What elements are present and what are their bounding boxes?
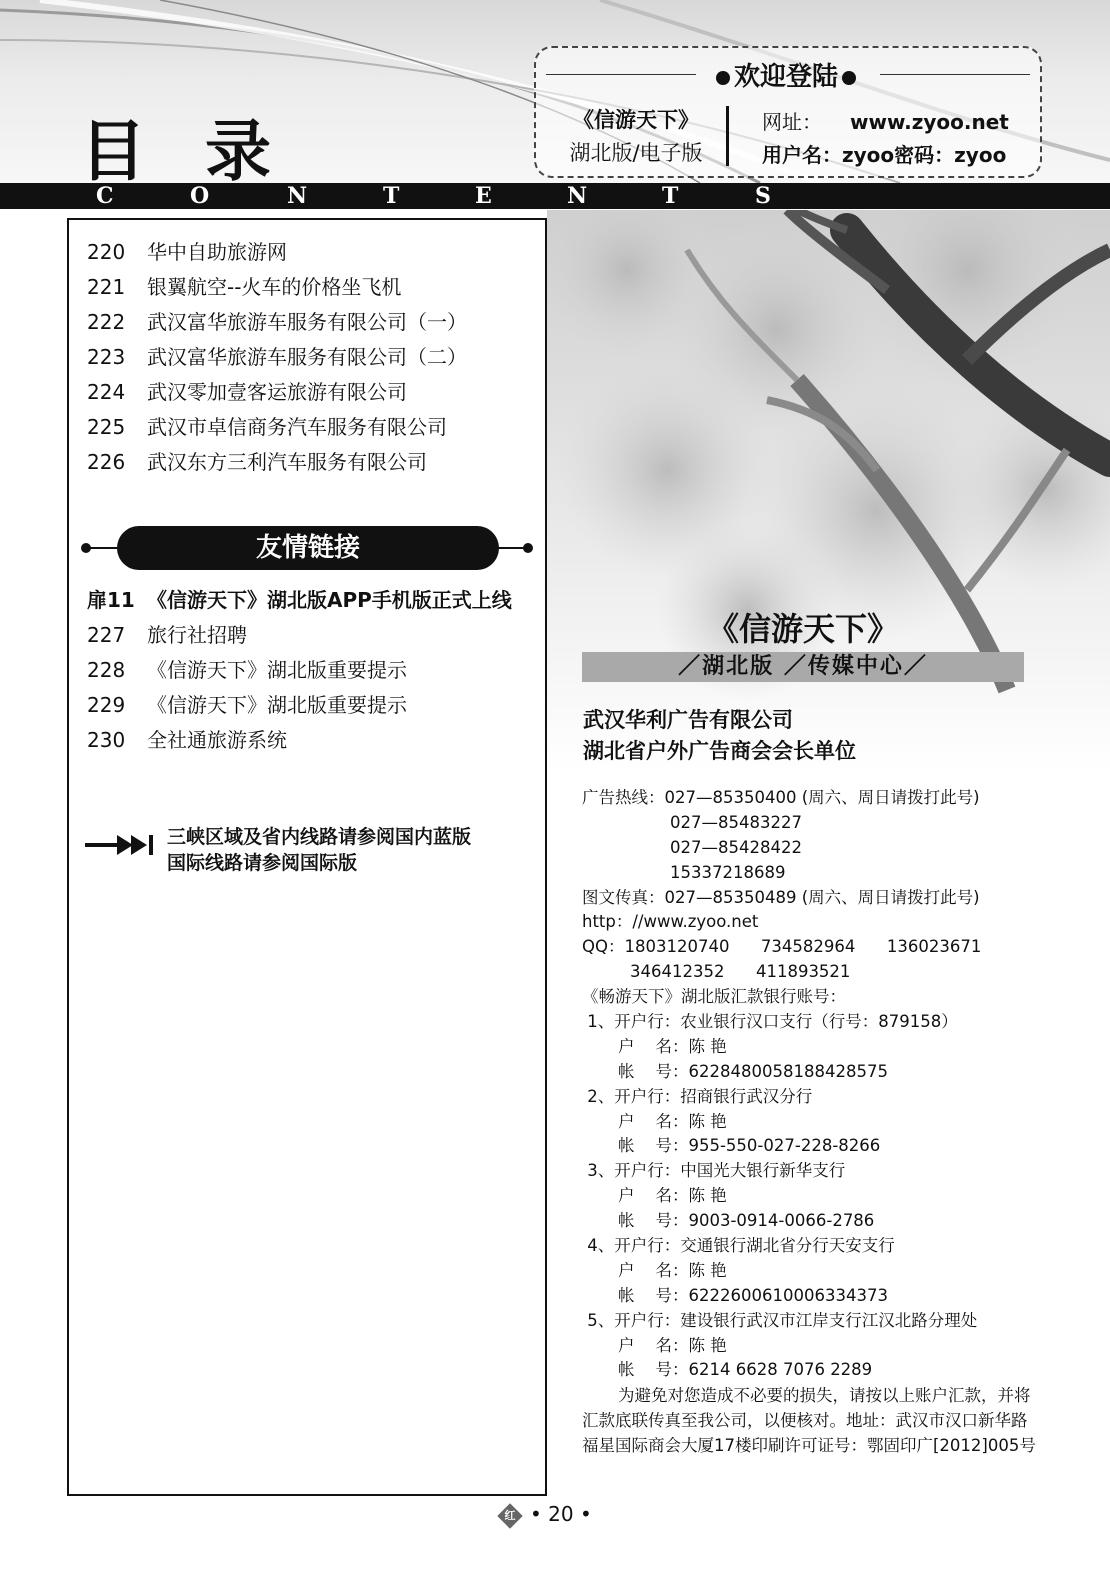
- info-line: QQ：1803120740 734582964 136023671: [582, 937, 982, 957]
- links-section-banner: [81, 526, 533, 570]
- toc-item[interactable]: 222 武汉富华旅游车服务有限公司（一）: [87, 310, 467, 334]
- toc-item[interactable]: 226 武汉东方三利汽车服务有限公司: [87, 450, 427, 474]
- login-title: 欢迎登陆: [686, 56, 886, 93]
- arrow-right-icon: [85, 832, 155, 858]
- info-line: 图文传真：027—85350489 (周六、周日请拨打此号): [582, 887, 980, 907]
- bank-line: 帐 号：9003-0914-0066-2786: [618, 1211, 875, 1231]
- login-divider: [726, 106, 729, 166]
- info-line: 15337218689: [670, 862, 786, 882]
- info-line[interactable]: http：//www.zyoo.net: [582, 912, 759, 932]
- page-title: 目 录: [80, 113, 289, 183]
- bank-line: 4、开户行：交通银行湖北省分行天安支行: [582, 1236, 895, 1256]
- bank-line: 户 名：陈 艳: [618, 1335, 727, 1355]
- company-name: 武汉华利广告有限公司: [583, 708, 793, 732]
- bank-line: 户 名：陈 艳: [618, 1036, 727, 1056]
- info-line: 027—85428422: [670, 837, 802, 857]
- bank-line: 户 名：陈 艳: [618, 1111, 727, 1131]
- bank-line: 帐 号：6214 6628 7076 2289: [618, 1360, 873, 1380]
- bullet-icon: [523, 543, 533, 553]
- bank-line: 帐 号：955-550-027-228-8266: [618, 1136, 881, 1156]
- link-item[interactable]: 230 全社通旅游系统: [87, 728, 287, 752]
- info-line: 027—85483227: [670, 812, 802, 832]
- magazine-edition: 湖北版/电子版: [569, 141, 703, 165]
- contact-info: [582, 786, 1042, 1458]
- page-number: • 20 •: [530, 1502, 592, 1526]
- bank-line: 1、开户行：农业银行汉口支行（行号：879158）: [582, 1012, 958, 1032]
- bank-line: 3、开户行：中国光大银行新华支行: [582, 1161, 846, 1181]
- login-rule-right: [880, 74, 1030, 75]
- bullet-icon: [842, 71, 856, 85]
- credentials-row: 用户名：zyoo密码：zyoo: [762, 143, 1007, 167]
- notice-paragraph: 为避免对您造成不必要的损失，请按以上账户汇款，并将汇款底联传真至我公司，以便核对。地址：武汉市汉口新华路福星国际商会大厦17楼印刷许可证号：鄂固印广[2012]005号: [582, 1386, 1036, 1456]
- website-link[interactable]: www.zyoo.net: [850, 110, 1009, 134]
- note-line-2: 国际线路请参阅国际版: [167, 852, 358, 874]
- bank-line: 户 名：陈 艳: [618, 1186, 727, 1206]
- bank-line: 帐 号：6222600610006334373: [618, 1285, 888, 1305]
- toc-item[interactable]: 224 武汉零加壹客运旅游有限公司: [87, 380, 407, 404]
- contents-bar: C O N T E N T S: [0, 183, 1110, 209]
- toc-box: [67, 218, 547, 1496]
- login-info-box: [534, 46, 1042, 178]
- info-line: 346412352 411893521: [630, 962, 851, 982]
- bank-line: 2、开户行：招商银行武汉分行: [582, 1086, 813, 1106]
- page-header: [0, 0, 1110, 183]
- info-line: 《畅游天下》湖北版汇款银行账号：: [582, 987, 846, 1007]
- tree-photo: [547, 210, 1110, 770]
- bank-line: 5、开户行：建设银行武汉市江岸支行江汉北路分理处: [582, 1310, 978, 1330]
- link-item[interactable]: 228 《信游天下》湖北版重要提示: [87, 658, 407, 682]
- login-rule-left: [546, 74, 696, 75]
- bank-line: 帐 号：6228480058188428575: [618, 1061, 888, 1081]
- brand-title: 《信游天下》: [706, 610, 899, 648]
- website-row: 网址： www.zyoo.net: [762, 110, 1009, 134]
- toc-item[interactable]: 221 银翼航空--火车的价格坐飞机: [87, 275, 402, 299]
- edition-badge-icon: 红: [498, 1504, 522, 1528]
- magazine-name: 《信游天下》: [573, 108, 699, 132]
- brand-subtitle: ／湖北版 ／传媒中心／: [582, 652, 1024, 682]
- links-section-title: 友情链接: [117, 526, 499, 570]
- link-item[interactable]: 扉11 《信游天下》湖北版APP手机版正式上线: [87, 588, 512, 612]
- link-item[interactable]: 227 旅行社招聘: [87, 623, 247, 647]
- company-title: 湖北省户外广告商会会长单位: [583, 739, 856, 763]
- toc-item[interactable]: 220 华中自助旅游网: [87, 240, 287, 264]
- link-item[interactable]: 229 《信游天下》湖北版重要提示: [87, 693, 407, 717]
- toc-item[interactable]: 225 武汉市卓信商务汽车服务有限公司: [87, 415, 447, 439]
- toc-item[interactable]: 223 武汉富华旅游车服务有限公司（二）: [87, 345, 467, 369]
- banner-rule: [89, 547, 119, 549]
- bullet-icon: [716, 71, 730, 85]
- bank-line: 户 名：陈 艳: [618, 1260, 727, 1280]
- note-line-1: 三峡区域及省内线路请参阅国内蓝版: [167, 826, 472, 848]
- page-footer: [498, 1502, 618, 1530]
- info-line: 广告热线：027—85350400 (周六、周日请拨打此号): [582, 788, 980, 807]
